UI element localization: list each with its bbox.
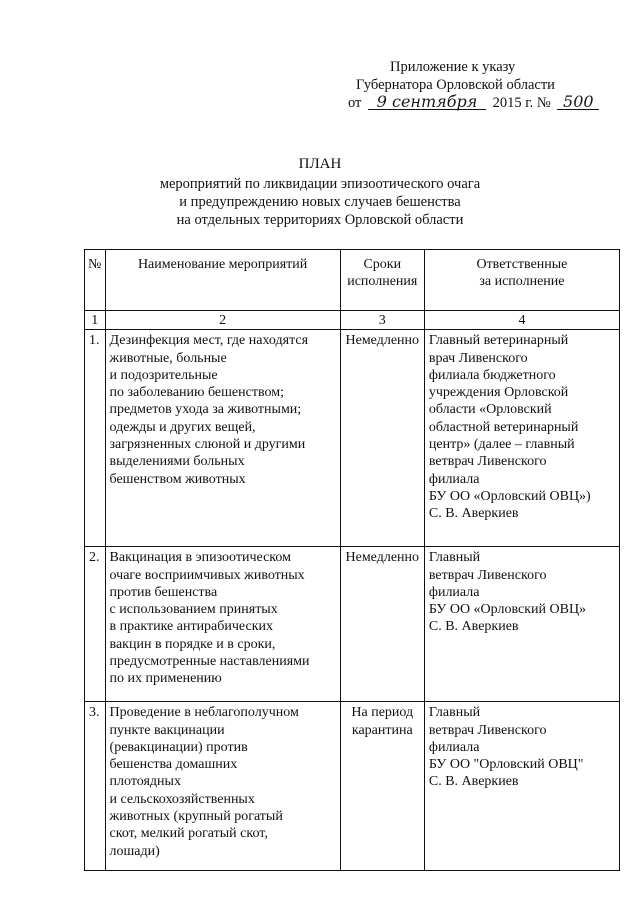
cell-line: очаге восприимчивых животных — [109, 567, 305, 583]
cell-line: бешенством животных — [109, 471, 246, 487]
row-activity — [105, 330, 340, 547]
cell-line: по заболеванию бешенством; — [109, 385, 284, 401]
index-cell: 3 — [340, 311, 424, 330]
row-number: 1. — [85, 330, 106, 547]
header-responsible — [424, 250, 619, 311]
index-cell: 1 — [85, 311, 106, 330]
cell-line: Главный — [428, 705, 481, 721]
cell-line: учреждения Орловской — [428, 385, 569, 401]
handwritten-number: 500 — [557, 95, 599, 110]
table-row — [85, 702, 620, 871]
cell-line: филиала — [428, 584, 480, 600]
cell-line: Главный — [428, 550, 481, 566]
title-word: ПЛАН — [298, 156, 342, 172]
title-line-2: и предупреждению новых случаев бешенства — [179, 194, 461, 210]
cell-line: и сельскохозяйственных — [109, 791, 255, 807]
cell-line: БУ ОО «Орловский ОВЦ» — [428, 602, 587, 618]
row-terms — [340, 547, 424, 702]
appendix-date-line — [348, 94, 618, 112]
index-cell: 4 — [424, 311, 619, 330]
row-activity — [105, 702, 340, 871]
header-terms-line-2: исполнения — [347, 274, 418, 290]
row-terms — [340, 330, 424, 547]
row-activity — [105, 547, 340, 702]
cell-line: предметов ухода за животными; — [109, 402, 302, 418]
cell-line: На период — [351, 705, 414, 721]
cell-line: лошади) — [109, 843, 160, 859]
header-terms-line-1: Сроки — [363, 257, 402, 272]
cell-line: бешенства домашних — [109, 757, 238, 773]
title-line-3: на отдельных территориях Орловской области — [176, 212, 464, 228]
cell-line: областной ветеринарный — [428, 419, 579, 435]
cell-line: скот, мелкий рогатый скот, — [109, 826, 268, 842]
cell-line: центр» (далее – главный — [428, 437, 575, 453]
cell-line: Немедленно — [345, 333, 420, 349]
cell-line: Главный ветеринарный — [428, 333, 569, 349]
cell-line: и подозрительные — [109, 367, 218, 383]
header-resp-line-1: Ответственные — [476, 257, 568, 272]
cell-line: животных (крупный рогатый — [109, 809, 283, 825]
cell-line: БУ ОО "Орловский ОВЦ" — [428, 757, 584, 773]
row-terms — [340, 702, 424, 871]
cell-line: С. В. Аверкиев — [428, 506, 519, 522]
cell-line: ветврач Ливенского — [428, 567, 547, 583]
cell-line: области «Орловский — [428, 402, 552, 418]
row-number: 3. — [85, 702, 106, 871]
header-num: № — [85, 250, 106, 311]
table-row — [85, 330, 620, 547]
cell-line: С. В. Аверкиев — [428, 774, 519, 790]
table-row — [85, 547, 620, 702]
document-title — [0, 155, 640, 229]
cell-line: карантина — [351, 722, 413, 738]
header-name: Наименование мероприятий — [105, 250, 340, 311]
table-index-row — [85, 311, 620, 330]
cell-line: против бешенства — [109, 584, 218, 600]
cell-line: филиала бюджетного — [428, 367, 556, 383]
cell-line: пункте вакцинации — [109, 722, 225, 738]
appendix-line-1: Приложение к указу — [390, 59, 516, 75]
table-header-row — [85, 250, 620, 311]
title-line-1: мероприятий по ликвидации эпизоотического очага — [159, 176, 481, 192]
cell-line: загрязненных слюной и другими — [109, 437, 306, 453]
cell-line: ветврач Ливенского — [428, 722, 547, 738]
header-resp-line-2: за исполнение — [479, 274, 565, 290]
cell-line: С. В. Аверкиев — [428, 619, 519, 635]
from-label: от — [348, 95, 362, 111]
cell-line: (ревакцинации) против — [109, 739, 248, 755]
year-label: 2015 г. № — [492, 95, 551, 111]
cell-line: с использованием принятых — [109, 602, 278, 618]
header-terms — [340, 250, 424, 311]
row-number: 2. — [85, 547, 106, 702]
cell-line: Дезинфекция мест, где находятся — [109, 333, 309, 349]
cell-line: филиала — [428, 471, 480, 487]
row-responsible — [424, 702, 619, 871]
row-responsible — [424, 547, 619, 702]
cell-line: выделениями больных — [109, 454, 245, 470]
cell-line: в практике антирабических — [109, 619, 273, 635]
cell-line: БУ ОО «Орловский ОВЦ») — [428, 488, 591, 504]
cell-line: Вакцинация в эпизоотическом — [109, 550, 291, 566]
cell-line: по их применению — [109, 671, 222, 687]
cell-line: одежды и других вещей, — [109, 419, 256, 435]
appendix-header — [348, 58, 618, 112]
cell-line: Проведение в неблагополучном — [109, 705, 299, 721]
cell-line: предусмотренные наставлениями — [109, 654, 310, 670]
cell-line: Немедленно — [345, 550, 420, 566]
plan-table-container — [84, 249, 620, 859]
cell-line: ветврач Ливенского — [428, 454, 547, 470]
cell-line: врач Ливенского — [428, 350, 528, 366]
appendix-line-2: Губернатора Орловской области — [356, 77, 555, 93]
cell-line: филиала — [428, 739, 480, 755]
cell-line: плотоядных — [109, 774, 181, 790]
row-responsible — [424, 330, 619, 547]
handwritten-date: 9 сентября — [368, 95, 486, 110]
plan-table — [84, 249, 620, 871]
index-cell: 2 — [105, 311, 340, 330]
cell-line: вакцин в порядке и в сроки, — [109, 636, 276, 652]
cell-line: животные, больные — [109, 350, 227, 366]
